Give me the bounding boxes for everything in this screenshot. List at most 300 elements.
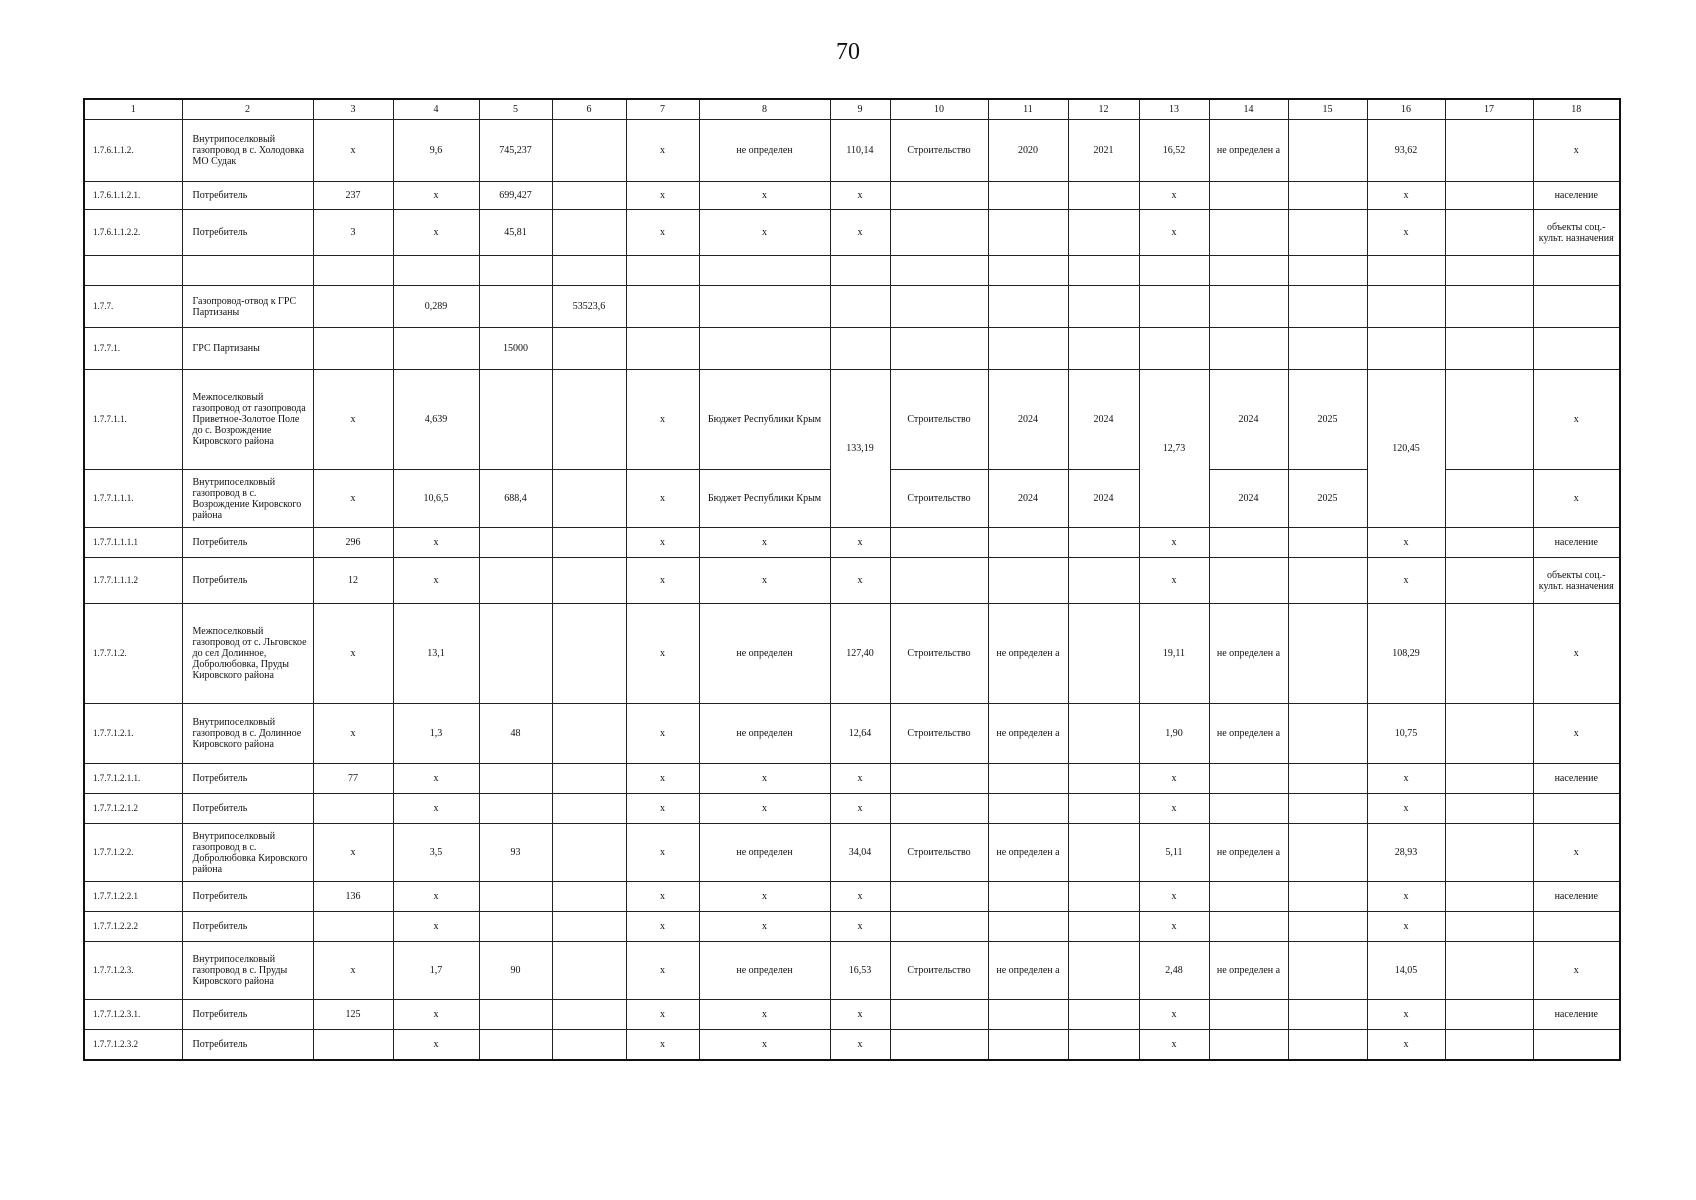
table-cell: х — [830, 764, 890, 794]
row-code-cell: 1.7.7.1.2.1.1. — [84, 764, 182, 794]
table-cell: не определен а — [988, 604, 1068, 704]
table-cell: 688,4 — [479, 470, 552, 528]
row-name-cell: Внутрипоселковый газопровод в с. Пруды Кировского района — [182, 942, 313, 1000]
table-cell — [890, 182, 988, 210]
table-cell: х — [1139, 182, 1209, 210]
row-name-cell: Газопровод-отвод к ГРС Партизаны — [182, 286, 313, 328]
table-cell: 133,19 — [830, 370, 890, 528]
table-cell: х — [1367, 794, 1445, 824]
table-cell: х — [313, 120, 393, 182]
table-cell: 93,62 — [1367, 120, 1445, 182]
table-cell: х — [393, 882, 479, 912]
row-name-cell: Потребитель — [182, 210, 313, 256]
column-header: 9 — [830, 99, 890, 120]
row-name-cell: Межпоселковый газопровод от газопровода Приветное-Золотое Поле до с. Возрождение Кировского района — [182, 370, 313, 470]
table-row — [84, 794, 1620, 824]
table-cell: 2025 — [1288, 470, 1367, 528]
table-cell: х — [393, 528, 479, 558]
table-cell: 93 — [479, 824, 552, 882]
row-name-cell: Потребитель — [182, 912, 313, 942]
table-cell: х — [626, 912, 699, 942]
table-cell: х — [1367, 558, 1445, 604]
table-cell — [1445, 470, 1533, 528]
table-cell: 2,48 — [1139, 942, 1209, 1000]
table-row — [84, 286, 1620, 328]
table-row — [84, 328, 1620, 370]
table-cell: х — [830, 528, 890, 558]
table-cell: х — [1533, 824, 1620, 882]
table-cell: Строительство — [890, 470, 988, 528]
table-cell: х — [1533, 120, 1620, 182]
table-cell — [1445, 528, 1533, 558]
table-cell: х — [699, 1000, 830, 1030]
table-cell — [1445, 882, 1533, 912]
table-cell — [988, 1000, 1068, 1030]
table-cell: х — [1367, 912, 1445, 942]
table-cell — [552, 256, 626, 286]
table-cell: 4,639 — [393, 370, 479, 470]
column-header: 10 — [890, 99, 988, 120]
table-cell — [552, 942, 626, 1000]
table-cell — [479, 604, 552, 704]
table-cell: население — [1533, 882, 1620, 912]
table-cell: х — [626, 1030, 699, 1060]
table-cell: х — [626, 882, 699, 912]
table-cell: х — [313, 370, 393, 470]
table-cell: 15000 — [479, 328, 552, 370]
column-header: 1 — [84, 99, 182, 120]
table-cell: 19,11 — [1139, 604, 1209, 704]
table-cell: 3,5 — [393, 824, 479, 882]
table-cell: 12,73 — [1139, 370, 1209, 528]
table-cell: х — [699, 558, 830, 604]
table-cell: 16,52 — [1139, 120, 1209, 182]
table-cell — [1209, 764, 1288, 794]
table-cell: Строительство — [890, 942, 988, 1000]
table-cell: х — [626, 182, 699, 210]
table-row — [84, 558, 1620, 604]
table-cell: 699,427 — [479, 182, 552, 210]
table-cell: х — [1367, 1030, 1445, 1060]
table-cell: 48 — [479, 704, 552, 764]
table-cell — [1533, 1030, 1620, 1060]
table-row — [84, 824, 1620, 882]
column-header: 4 — [393, 99, 479, 120]
table-cell: не определен а — [1209, 604, 1288, 704]
table-cell — [890, 1000, 988, 1030]
table-cell: х — [313, 470, 393, 528]
table-cell — [890, 1030, 988, 1060]
table-cell: х — [1139, 764, 1209, 794]
table-cell: х — [830, 794, 890, 824]
table-cell: не определен а — [988, 824, 1068, 882]
table-cell: х — [626, 942, 699, 1000]
table-cell: х — [393, 764, 479, 794]
row-code-cell: 1.7.7.1.2.1. — [84, 704, 182, 764]
table-cell: х — [1367, 882, 1445, 912]
table-cell — [1445, 794, 1533, 824]
table-cell — [1288, 882, 1367, 912]
table-cell — [1288, 704, 1367, 764]
table-cell — [552, 328, 626, 370]
table-cell: не определен — [699, 942, 830, 1000]
table-cell — [1068, 912, 1139, 942]
table-row — [84, 912, 1620, 942]
table-cell — [626, 328, 699, 370]
row-code-cell: 1.7.6.1.1.2.1. — [84, 182, 182, 210]
table-cell — [552, 764, 626, 794]
table-cell: х — [699, 528, 830, 558]
table-cell: 16,53 — [830, 942, 890, 1000]
table-cell — [552, 1000, 626, 1030]
row-name-cell: Потребитель — [182, 1030, 313, 1060]
table-cell — [1367, 286, 1445, 328]
table-cell: не определен а — [988, 942, 1068, 1000]
row-name-cell: Потребитель — [182, 794, 313, 824]
column-header: 16 — [1367, 99, 1445, 120]
table-cell — [1288, 794, 1367, 824]
table-cell — [479, 1030, 552, 1060]
table-cell: не определен — [699, 604, 830, 704]
row-name-cell: Потребитель — [182, 528, 313, 558]
table-cell: 136 — [313, 882, 393, 912]
table-cell: 0,289 — [393, 286, 479, 328]
row-code-cell: 1.7.7.1.1. — [84, 370, 182, 470]
table-cell — [890, 882, 988, 912]
table-cell — [988, 286, 1068, 328]
table-cell: 28,93 — [1367, 824, 1445, 882]
table-cell — [552, 794, 626, 824]
page-number: 70 — [836, 39, 860, 65]
table-cell — [1068, 604, 1139, 704]
table-cell — [552, 912, 626, 942]
table-cell: 34,04 — [830, 824, 890, 882]
table-cell: 2024 — [1068, 370, 1139, 470]
row-code-cell: 1.7.6.1.1.2.2. — [84, 210, 182, 256]
table-cell: х — [1139, 1030, 1209, 1060]
table-cell — [1445, 558, 1533, 604]
table-cell: не определен а — [1209, 120, 1288, 182]
table-cell — [1445, 1030, 1533, 1060]
table-cell — [988, 182, 1068, 210]
table-cell — [1288, 286, 1367, 328]
table-cell — [1288, 256, 1367, 286]
table-cell: Строительство — [890, 370, 988, 470]
table-cell — [479, 882, 552, 912]
table-cell: х — [393, 182, 479, 210]
table-cell: Строительство — [890, 604, 988, 704]
table-cell — [1209, 256, 1288, 286]
table-cell — [988, 256, 1068, 286]
column-header: 6 — [552, 99, 626, 120]
table-cell: 108,29 — [1367, 604, 1445, 704]
table-cell — [313, 256, 393, 286]
table-cell: 110,14 — [830, 120, 890, 182]
table-cell — [552, 528, 626, 558]
table-cell — [479, 558, 552, 604]
table-cell — [890, 286, 988, 328]
table-cell — [988, 558, 1068, 604]
table-cell — [1445, 824, 1533, 882]
row-name-cell: Потребитель — [182, 182, 313, 210]
table-cell: 2025 — [1288, 370, 1367, 470]
table-cell — [890, 558, 988, 604]
table-cell — [1068, 256, 1139, 286]
table-cell — [313, 328, 393, 370]
table-cell: 296 — [313, 528, 393, 558]
table-cell: не определен — [699, 704, 830, 764]
table-cell — [1445, 1000, 1533, 1030]
table-cell — [479, 256, 552, 286]
table-cell — [1209, 794, 1288, 824]
row-code-cell: 1.7.7.1.1.1. — [84, 470, 182, 528]
table-cell: х — [1533, 470, 1620, 528]
table-cell: 10,6,5 — [393, 470, 479, 528]
table-cell — [1068, 1030, 1139, 1060]
table-cell — [626, 286, 699, 328]
table-cell — [890, 256, 988, 286]
table-cell — [890, 210, 988, 256]
table-cell — [552, 1030, 626, 1060]
row-name-cell: Потребитель — [182, 882, 313, 912]
row-code-cell: 1.7.7.1.1.1.1 — [84, 528, 182, 558]
table-cell — [1445, 764, 1533, 794]
table-row — [84, 182, 1620, 210]
row-code-cell: 1.7.7.1.2. — [84, 604, 182, 704]
table-cell: 237 — [313, 182, 393, 210]
table-row — [84, 942, 1620, 1000]
table-cell — [1068, 286, 1139, 328]
table-row — [84, 210, 1620, 256]
table-header-row — [84, 99, 1620, 120]
table-cell — [1068, 558, 1139, 604]
table-cell — [552, 824, 626, 882]
row-name-cell: Внутрипоселковый газопровод в с. Добролюбовка Кировского района — [182, 824, 313, 882]
table-cell — [1209, 882, 1288, 912]
row-code-cell: 1.7.7.1.2.2.2 — [84, 912, 182, 942]
column-header: 5 — [479, 99, 552, 120]
table-cell — [1068, 1000, 1139, 1030]
table-cell: х — [1367, 210, 1445, 256]
table-cell: х — [626, 528, 699, 558]
table-cell — [830, 256, 890, 286]
table-cell — [1068, 328, 1139, 370]
table-cell: х — [699, 912, 830, 942]
table-cell: объекты соц.-культ. назначения — [1533, 558, 1620, 604]
table-cell — [890, 794, 988, 824]
table-cell — [1288, 1000, 1367, 1030]
table-cell: х — [699, 1030, 830, 1060]
table-cell — [1068, 942, 1139, 1000]
table-cell — [393, 328, 479, 370]
table-row — [84, 1000, 1620, 1030]
table-cell: 2024 — [1209, 470, 1288, 528]
row-code-cell: 1.7.7.1.2.3.1. — [84, 1000, 182, 1030]
table-cell: 2024 — [988, 470, 1068, 528]
table-cell — [1445, 328, 1533, 370]
table-cell — [313, 1030, 393, 1060]
table-cell: не определен — [699, 120, 830, 182]
table-cell — [1139, 286, 1209, 328]
table-cell: х — [393, 912, 479, 942]
table-cell: Бюджет Республики Крым — [699, 370, 830, 470]
row-name-cell: Внутрипоселковый газопровод в с. Долинное Кировского района — [182, 704, 313, 764]
column-header: 14 — [1209, 99, 1288, 120]
table-cell: х — [626, 558, 699, 604]
table-cell: 2021 — [1068, 120, 1139, 182]
table-cell: население — [1533, 764, 1620, 794]
table-row — [84, 256, 1620, 286]
table-cell — [479, 912, 552, 942]
table-cell: х — [1533, 942, 1620, 1000]
table-cell: х — [626, 824, 699, 882]
table-cell — [1068, 764, 1139, 794]
table-cell — [1139, 328, 1209, 370]
table-cell — [1445, 942, 1533, 1000]
table-cell — [890, 328, 988, 370]
row-code-cell — [84, 256, 182, 286]
column-header: 2 — [182, 99, 313, 120]
table-cell — [890, 764, 988, 794]
table-cell: 2024 — [1209, 370, 1288, 470]
table-cell — [1288, 912, 1367, 942]
table-cell — [1288, 558, 1367, 604]
table-cell — [1209, 558, 1288, 604]
table-cell: х — [1533, 704, 1620, 764]
table-cell: Строительство — [890, 824, 988, 882]
table-cell — [699, 286, 830, 328]
table-cell: х — [699, 794, 830, 824]
row-code-cell: 1.7.7.1.2.3.2 — [84, 1030, 182, 1060]
table-cell: х — [699, 210, 830, 256]
table-cell: х — [626, 764, 699, 794]
column-header: 15 — [1288, 99, 1367, 120]
table-cell — [1445, 912, 1533, 942]
table-cell — [1068, 528, 1139, 558]
table-cell: х — [1139, 528, 1209, 558]
table-cell: х — [1367, 182, 1445, 210]
table-cell: х — [1367, 528, 1445, 558]
table-cell — [988, 794, 1068, 824]
table-cell: не определен а — [988, 704, 1068, 764]
table-cell: х — [1533, 604, 1620, 704]
table-cell: х — [393, 1000, 479, 1030]
table-cell: х — [1139, 882, 1209, 912]
table-cell: население — [1533, 182, 1620, 210]
table-cell: население — [1533, 1000, 1620, 1030]
row-code-cell: 1.7.6.1.1.2. — [84, 120, 182, 182]
table-row — [84, 704, 1620, 764]
table-cell — [1209, 328, 1288, 370]
table-cell — [1209, 912, 1288, 942]
table-cell: х — [830, 210, 890, 256]
table-cell: х — [393, 210, 479, 256]
table-row — [84, 604, 1620, 704]
column-header: 12 — [1068, 99, 1139, 120]
table-cell — [1288, 604, 1367, 704]
data-table — [83, 98, 1621, 1061]
table-row — [84, 882, 1620, 912]
table-cell — [393, 256, 479, 286]
table-row — [84, 120, 1620, 182]
table-cell — [1445, 704, 1533, 764]
table-cell: 9,6 — [393, 120, 479, 182]
table-cell: х — [313, 824, 393, 882]
table-cell — [552, 704, 626, 764]
column-header: 11 — [988, 99, 1068, 120]
table-cell — [1533, 256, 1620, 286]
table-cell — [552, 120, 626, 182]
table-cell — [1288, 210, 1367, 256]
table-cell: 12 — [313, 558, 393, 604]
table-cell: 2024 — [1068, 470, 1139, 528]
table-cell — [890, 912, 988, 942]
table-cell: х — [313, 942, 393, 1000]
table-cell: 125 — [313, 1000, 393, 1030]
table-cell: не определен а — [1209, 942, 1288, 1000]
table-cell: 2020 — [988, 120, 1068, 182]
table-cell — [552, 882, 626, 912]
table-cell: 53523,6 — [552, 286, 626, 328]
table-cell: х — [830, 558, 890, 604]
table-cell — [1209, 1000, 1288, 1030]
table-cell: х — [699, 182, 830, 210]
table-cell: 5,11 — [1139, 824, 1209, 882]
table-cell: Строительство — [890, 120, 988, 182]
column-header: 7 — [626, 99, 699, 120]
table-cell — [313, 286, 393, 328]
row-code-cell: 1.7.7.1.2.1.2 — [84, 794, 182, 824]
table-cell: 2024 — [988, 370, 1068, 470]
table-cell: х — [393, 1030, 479, 1060]
table-row — [84, 370, 1620, 470]
table-cell — [313, 912, 393, 942]
table-cell: Бюджет Республики Крым — [699, 470, 830, 528]
table-cell: х — [626, 120, 699, 182]
table-cell: 120,45 — [1367, 370, 1445, 528]
table-cell — [1209, 528, 1288, 558]
table-cell: 45,81 — [479, 210, 552, 256]
table-cell: х — [699, 764, 830, 794]
table-cell — [1209, 210, 1288, 256]
table-cell: 10,75 — [1367, 704, 1445, 764]
table-cell: 1,90 — [1139, 704, 1209, 764]
table-cell: х — [313, 604, 393, 704]
table-cell: не определен а — [1209, 704, 1288, 764]
column-header: 18 — [1533, 99, 1620, 120]
table-cell — [1068, 704, 1139, 764]
table-cell: х — [1139, 558, 1209, 604]
table-cell — [1068, 182, 1139, 210]
row-name-cell: Потребитель — [182, 558, 313, 604]
row-code-cell: 1.7.7.1.2.3. — [84, 942, 182, 1000]
table-cell: х — [1533, 370, 1620, 470]
table-cell: х — [830, 912, 890, 942]
table-cell — [1288, 824, 1367, 882]
table-cell: х — [830, 882, 890, 912]
table-cell: х — [626, 704, 699, 764]
table-cell: х — [830, 1000, 890, 1030]
table-row — [84, 528, 1620, 558]
table-cell: 90 — [479, 942, 552, 1000]
table-cell — [1288, 942, 1367, 1000]
table-cell: не определен — [699, 824, 830, 882]
table-cell — [552, 604, 626, 704]
table-cell: х — [1139, 912, 1209, 942]
row-name-cell: Внутрипоселковый газопровод в с. Холодовка МО Судак — [182, 120, 313, 182]
table-cell — [479, 286, 552, 328]
table-cell — [1288, 120, 1367, 182]
